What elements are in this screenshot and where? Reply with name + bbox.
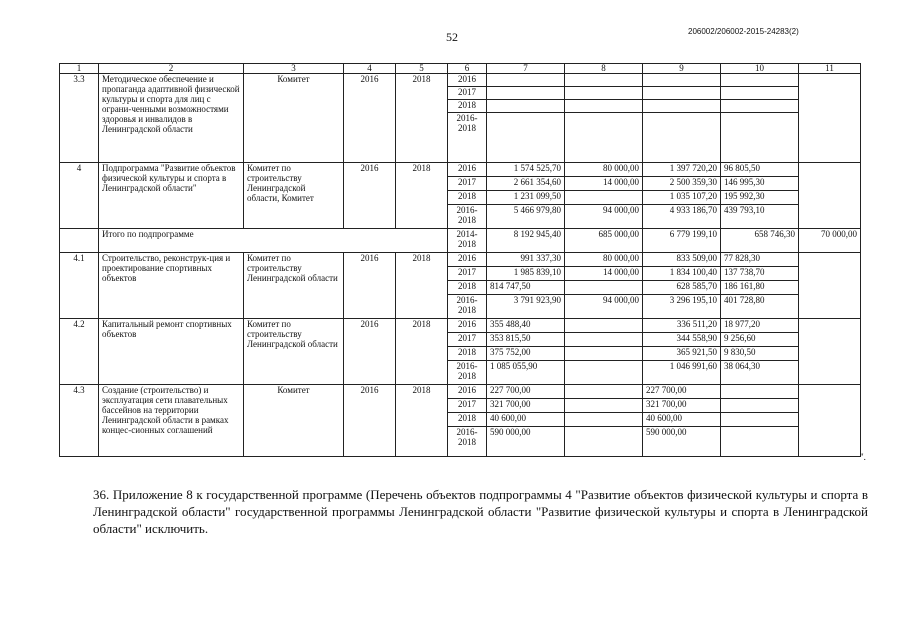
year-cell: 2017 [448, 267, 487, 281]
value-cell: 6 779 199,10 [643, 229, 721, 253]
value-cell: 40 600,00 [487, 413, 565, 427]
year-cell: 2017 [448, 177, 487, 191]
value-cell: 18 977,20 [721, 319, 799, 333]
value-cell: 5 466 979,80 [487, 205, 565, 229]
value-cell: 658 746,30 [721, 229, 799, 253]
header-cell: 6 [448, 64, 487, 74]
end-year: 2018 [396, 253, 448, 319]
table-row [60, 385, 861, 399]
year-cell: 2016-2018 [448, 113, 487, 163]
value-cell: 38 064,30 [721, 361, 799, 385]
document-code: 206002/206002-2015-24283(2) [688, 27, 799, 36]
amendment-paragraph: 36. Приложение 8 к государственной программе (Перечень объектов подпрограммы 4 "Развитие объектов физической культуры и спорта в Ленинградской области" государственной программы Ленинградской области "Развитие физической культуры и спорта в Ленинградской области" исключить. [93, 487, 868, 536]
end-year: 2018 [396, 74, 448, 163]
executor: Комитет [244, 74, 344, 163]
header-cell: 8 [565, 64, 643, 74]
value-cell: 814 747,50 [487, 281, 565, 295]
total-label: Итого по подпрограмме [99, 229, 448, 253]
value-cell: 227 700,00 [643, 385, 721, 399]
year-cell: 2016 [448, 163, 487, 177]
header-cell: 1 [60, 64, 99, 74]
value-cell: 94 000,00 [565, 295, 643, 319]
year-cell: 2017 [448, 399, 487, 413]
value-cell: 14 000,00 [565, 267, 643, 281]
executor: Комитет по строительству Ленинградской области [244, 253, 344, 319]
header-row [60, 64, 861, 74]
activity-name: Создание (строительство) и эксплуатация сети плавательных бассейнов на территории Ленинградской области в рамках концес-сионных соглашений [99, 385, 244, 457]
table-row [60, 253, 861, 267]
header-cell: 3 [244, 64, 344, 74]
value-cell: 9 256,60 [721, 333, 799, 347]
activity-name: Подпрограмма "Развитие объектов физической культуры и спорта в Ленинградской области" [99, 163, 244, 229]
header-cell: 11 [799, 64, 861, 74]
value-cell: 195 992,30 [721, 191, 799, 205]
value-cell: 4 933 186,70 [643, 205, 721, 229]
page-number: 52 [446, 30, 458, 44]
value-cell: 80 000,00 [565, 253, 643, 267]
year-cell: 2017 [448, 333, 487, 347]
header-cell: 5 [396, 64, 448, 74]
row-number: 4.2 [60, 319, 99, 385]
header-cell: 2 [99, 64, 244, 74]
year-cell: 2016-2018 [448, 427, 487, 457]
executor: Комитет по строительству Ленинградской области, Комитет [244, 163, 344, 229]
value-cell: 70 000,00 [799, 229, 861, 253]
end-year: 2018 [396, 319, 448, 385]
year-cell: 2014-2018 [448, 229, 487, 253]
value-cell: 146 995,30 [721, 177, 799, 191]
table-row [60, 319, 861, 333]
value-cell: 628 585,70 [643, 281, 721, 295]
activity-name: Методическое обеспечение и пропаганда адаптивной физической культуры и спорта для лиц с ограни-ченными возможностями здоровья и инвалидов в Ленинградской области [99, 74, 244, 163]
value-cell: 2 661 354,60 [487, 177, 565, 191]
value-cell: 80 000,00 [565, 163, 643, 177]
value-cell: 344 558,90 [643, 333, 721, 347]
value-cell: 227 700,00 [487, 385, 565, 399]
header-cell: 7 [487, 64, 565, 74]
value-cell: 1 834 100,40 [643, 267, 721, 281]
year-cell: 2018 [448, 281, 487, 295]
start-year: 2016 [344, 163, 396, 229]
value-cell: 321 700,00 [487, 399, 565, 413]
header-cell: 4 [344, 64, 396, 74]
header-cell: 10 [721, 64, 799, 74]
value-cell: 1 085 055,90 [487, 361, 565, 385]
end-year: 2018 [396, 385, 448, 457]
year-cell: 2017 [448, 87, 487, 100]
value-cell: 401 728,80 [721, 295, 799, 319]
value-cell: 8 192 945,40 [487, 229, 565, 253]
table-row [60, 74, 861, 87]
year-cell: 2016-2018 [448, 361, 487, 385]
value-cell: 833 509,00 [643, 253, 721, 267]
year-cell: 2018 [448, 191, 487, 205]
value-cell: 94 000,00 [565, 205, 643, 229]
value-cell: 186 161,80 [721, 281, 799, 295]
year-cell: 2016 [448, 319, 487, 333]
year-cell: 2016 [448, 253, 487, 267]
value-cell: 77 828,30 [721, 253, 799, 267]
start-year: 2016 [344, 319, 396, 385]
value-cell: 321 700,00 [643, 399, 721, 413]
value-cell: 2 500 359,30 [643, 177, 721, 191]
value-cell: 336 511,20 [643, 319, 721, 333]
start-year: 2016 [344, 253, 396, 319]
value-cell: 1 574 525,70 [487, 163, 565, 177]
year-cell: 2018 [448, 347, 487, 361]
value-cell: 1 231 099,50 [487, 191, 565, 205]
value-cell: 96 805,50 [721, 163, 799, 177]
total-row [60, 229, 861, 253]
value-cell: 590 000,00 [487, 427, 565, 457]
program-table [59, 63, 861, 457]
value-cell: 353 815,50 [487, 333, 565, 347]
start-year: 2016 [344, 74, 396, 163]
year-cell: 2018 [448, 413, 487, 427]
year-cell: 2016 [448, 74, 487, 87]
header-cell: 9 [643, 64, 721, 74]
activity-name: Капитальный ремонт спортивных объектов [99, 319, 244, 385]
executor: Комитет по строительству Ленинградской области [244, 319, 344, 385]
value-cell: 991 337,30 [487, 253, 565, 267]
year-cell: 2016-2018 [448, 205, 487, 229]
value-cell: 1 035 107,20 [643, 191, 721, 205]
end-year: 2018 [396, 163, 448, 229]
row-number: 4.3 [60, 385, 99, 457]
year-cell: 2018 [448, 100, 487, 113]
value-cell: 137 738,70 [721, 267, 799, 281]
value-cell: 375 752,00 [487, 347, 565, 361]
row-number: 3.3 [60, 74, 99, 163]
value-cell: 685 000,00 [565, 229, 643, 253]
year-cell: 2016-2018 [448, 295, 487, 319]
value-cell: 1 397 720,20 [643, 163, 721, 177]
value-cell: 3 296 195,10 [643, 295, 721, 319]
year-cell: 2016 [448, 385, 487, 399]
activity-name: Строительство, реконструк-ция и проектирование спортивных объектов [99, 253, 244, 319]
value-cell: 590 000,00 [643, 427, 721, 457]
value-cell: 40 600,00 [643, 413, 721, 427]
start-year: 2016 [344, 385, 396, 457]
value-cell: 3 791 923,90 [487, 295, 565, 319]
value-cell: 439 793,10 [721, 205, 799, 229]
closing-quote-mark: ". [860, 452, 866, 462]
value-cell [565, 281, 643, 295]
value-cell: 9 830,50 [721, 347, 799, 361]
value-cell: 14 000,00 [565, 177, 643, 191]
executor: Комитет [244, 385, 344, 457]
value-cell: 355 488,40 [487, 319, 565, 333]
table-row [60, 163, 861, 177]
row-number: 4.1 [60, 253, 99, 319]
value-cell: 1 985 839,10 [487, 267, 565, 281]
value-cell [565, 191, 643, 205]
value-cell: 1 046 991,60 [643, 361, 721, 385]
row-number: 4 [60, 163, 99, 229]
value-cell: 365 921,50 [643, 347, 721, 361]
